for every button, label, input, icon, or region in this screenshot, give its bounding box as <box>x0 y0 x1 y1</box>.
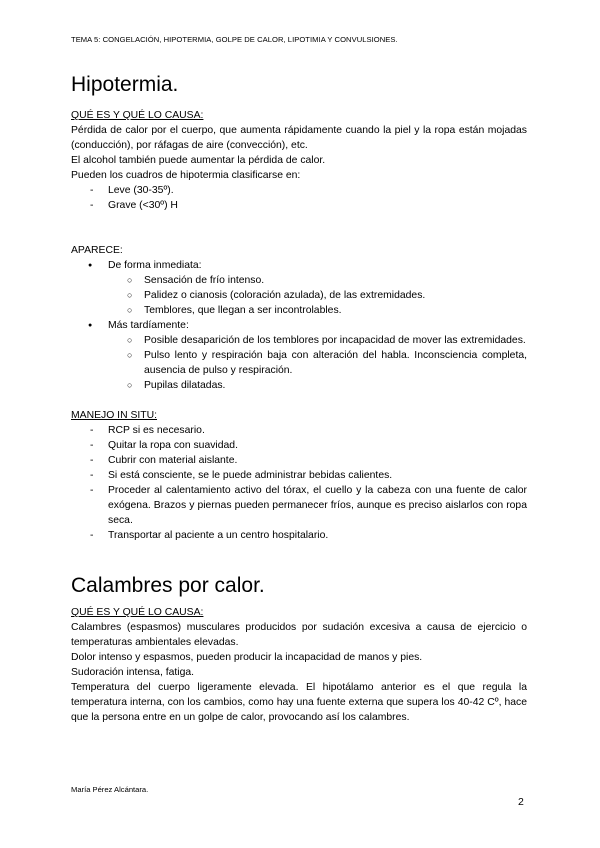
paragraph: Temperatura del cuerpo ligeramente elevada. El hipotálamo anterior es el que regula la temperatura interna, con los cambios, como hay una fuente externa que supera los 40-42 Cº, hace que la persona entre en un golpe de calor, provocando así los calambres. <box>71 682 527 723</box>
list-item: - Quitar la ropa con suavidad. <box>71 438 527 453</box>
paragraph: Pérdida de calor por el cuerpo, que aumenta rápidamente cuando la piel y la ropa están mojadas (conducción), por ráfagas de aire (convección), etc. <box>71 125 527 151</box>
list-item: ○ Sensación de frío intenso. <box>71 273 527 288</box>
section-title-hipotermia: Hipotermia. <box>71 73 179 96</box>
paragraph: El alcohol también puede aumentar la pérdida de calor. <box>71 155 326 166</box>
sublist-tardia <box>71 333 527 393</box>
list-item: - Grave (<30º) H <box>71 198 527 213</box>
paragraph: Sudoración intensa, fatiga. <box>71 667 195 678</box>
list-item: ○ Palidez o cianosis (coloración azulada), de las extremidades. <box>71 288 527 303</box>
list-item: ○ Posible desaparición de los temblores por incapacidad de mover las extremidades. <box>71 333 527 348</box>
list-item: - Proceder al calentamiento activo del tórax, el cuello y la cabeza con una fuente de calor exógena. Brazos y piernas pueden permanecer fríos, aunque es preciso aislarlos con ropa seca. <box>71 483 527 528</box>
subheading-manejo: MANEJO IN SITU: <box>71 410 158 421</box>
page-number: 2 <box>518 796 524 808</box>
subheading-que-es: QUÉ ES Y QUÉ LO CAUSA: <box>71 110 204 121</box>
subheading-aparece: APARECE: <box>71 245 123 256</box>
manejo-list <box>71 423 527 543</box>
group-label: Más tardíamente: <box>108 320 189 331</box>
list-item <box>71 318 527 333</box>
sublist-inmediata <box>71 273 527 318</box>
symptoms-list <box>71 258 527 273</box>
list-item: ○ Pupilas dilatadas. <box>71 378 527 393</box>
symptoms-list-2 <box>71 318 527 333</box>
footer-author: María Pérez Alcántara. <box>71 785 149 794</box>
list-item: ○ Pulso lento y respiración baja con alteración del habla. Inconsciencia completa, ausencia de pulso y respiración. <box>71 348 527 378</box>
paragraph: Dolor intenso y espasmos, pueden producir la incapacidad de manos y pies. <box>71 652 423 663</box>
list-item: - RCP si es necesario. <box>71 423 527 438</box>
list-item: ○ Temblores, que llegan a ser incontrolables. <box>71 303 527 318</box>
list-item: - Transportar al paciente a un centro hospitalario. <box>71 528 527 543</box>
section-title-calambres: Calambres por calor. <box>71 574 265 597</box>
list-item: - Cubrir con material aislante. <box>71 453 527 468</box>
subheading-que-es: QUÉ ES Y QUÉ LO CAUSA: <box>71 607 204 618</box>
paragraph: Pueden los cuadros de hipotermia clasificarse en: <box>71 170 301 181</box>
page-content <box>71 68 527 725</box>
list-item: - Leve (30-35º). <box>71 183 527 198</box>
classification-list <box>71 183 527 213</box>
group-label: De forma inmediata: <box>108 260 202 271</box>
list-item: - Si está consciente, se le puede administrar bebidas calientes. <box>71 468 527 483</box>
running-header: TEMA 5: CONGELACIÓN, HIPOTERMIA, GOLPE DE CALOR, LIPOTIMIA Y CONVULSIONES. <box>71 35 398 44</box>
list-item <box>71 258 527 273</box>
paragraph: Calambres (espasmos) musculares producidos por sudación excesiva a causa de ejercicio o temperaturas ambientales elevadas. <box>71 622 527 648</box>
